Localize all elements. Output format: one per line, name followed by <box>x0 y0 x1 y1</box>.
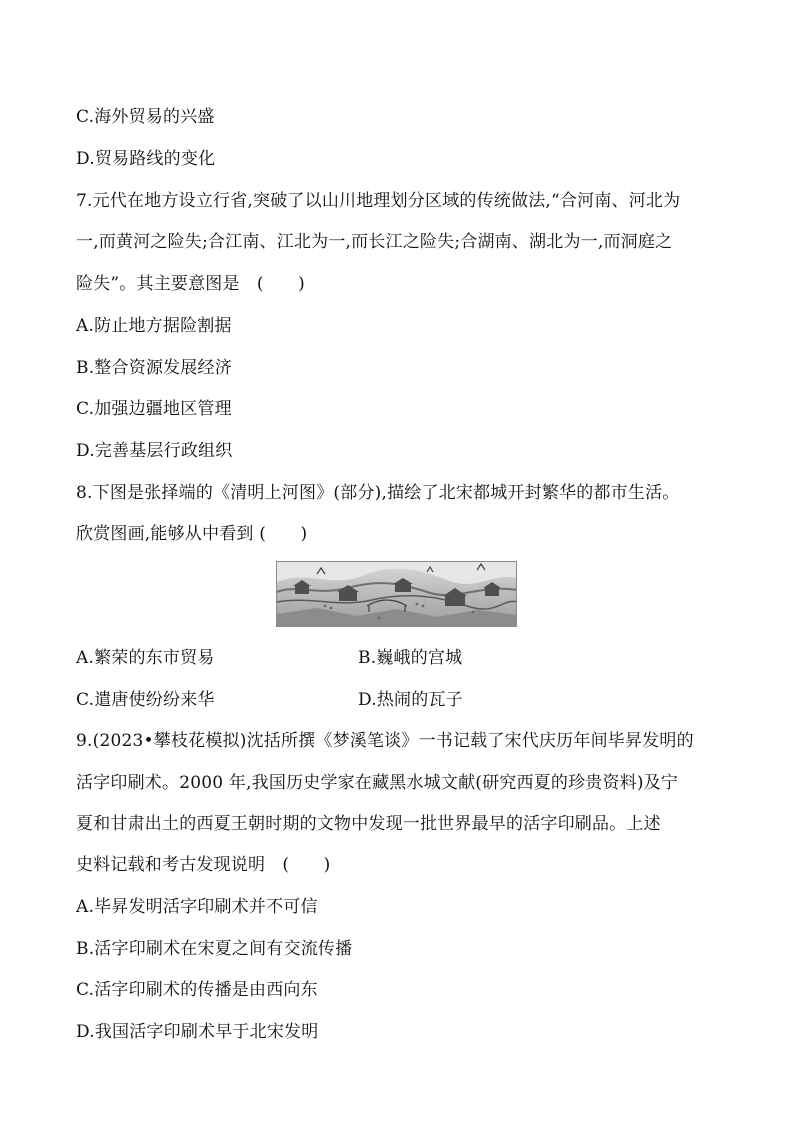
q8-stem-line-2: 欣赏图画,能够从中看到 ( ) <box>76 524 308 544</box>
q9-stem-line-3: 夏和甘肃出土的西夏王朝时期的文物中发现一批世界最早的活字印刷品。上述 <box>76 814 661 834</box>
q8-option-b: B.巍峨的宫城 <box>358 648 463 668</box>
q9-stem-line-4: 史料记载和考古发现说明 ( ) <box>76 855 331 875</box>
q7-stem-line-1: 7.元代在地方设立行省,突破了以山川地理划分区域的传统做法,“合河南、河北为 <box>76 191 681 211</box>
q6-option-d: D.贸易路线的变化 <box>76 149 216 169</box>
q8-option-d: D.热闹的瓦子 <box>358 690 463 710</box>
q9-stem-line-2: 活字印刷术。2000 年,我国历史学家在藏黑水城文献(研究西夏的珍贵资料)及宁 <box>76 773 679 793</box>
q7-stem-line-3: 险失”。其主要意图是 ( ) <box>76 274 305 294</box>
q8-option-c: C.遣唐使纷纷来华 <box>76 690 215 710</box>
q8-options-row-1 <box>76 646 463 670</box>
q7-option-d: D.完善基层行政组织 <box>76 441 233 461</box>
q9-option-c: C.活字印刷术的传播是由西向东 <box>76 980 318 1000</box>
q7-stem-line-2: 一,而黄河之险失;合江南、江北为一,而长江之险失;合湖南、湖北为一,而洞庭之 <box>76 232 673 252</box>
q9-option-d: D.我国活字印刷术早于北宋发明 <box>76 1022 319 1042</box>
q7-option-a: A.防止地方据险割据 <box>76 316 232 336</box>
q8-options-row-2 <box>76 688 463 712</box>
q9-stem-line-1: 9.(2023•攀枝花模拟)沈括所撰《梦溪笔谈》一书记载了宋代庆历年间毕昇发明的 <box>76 731 694 751</box>
q8-stem-line-1: 8.下图是张择端的《清明上河图》(部分),描绘了北宋都城开封繁华的都市生活。 <box>76 483 680 503</box>
q8-option-a: A.繁荣的东市贸易 <box>76 648 215 668</box>
q6-option-c: C.海外贸易的兴盛 <box>76 107 215 127</box>
q7-option-b: B.整合资源发展经济 <box>76 358 232 378</box>
q7-option-c: C.加强边疆地区管理 <box>76 399 232 419</box>
q9-option-a: A.毕昇发明活字印刷术并不可信 <box>76 897 318 917</box>
q9-option-b: B.活字印刷术在宋夏之间有交流传播 <box>76 939 353 959</box>
qingming-painting-image <box>276 561 517 627</box>
